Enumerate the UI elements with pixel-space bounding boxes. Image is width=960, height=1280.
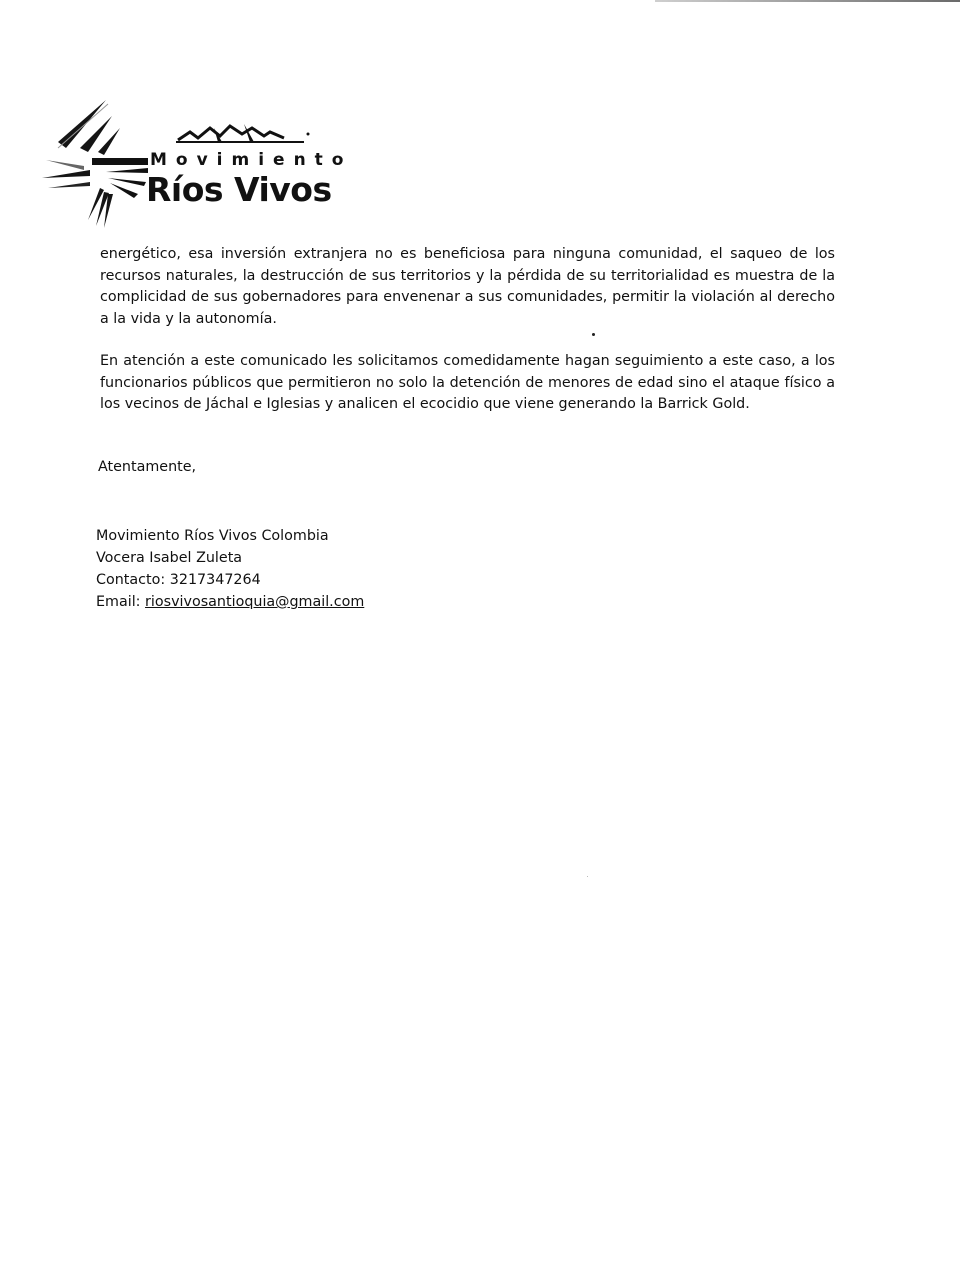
signature-spokesperson: Vocera Isabel Zuleta [96, 550, 243, 566]
stray-dot [592, 333, 595, 336]
contact-number: 3217347264 [169, 572, 261, 588]
logo [38, 98, 353, 228]
body-paragraph-2: En atención a este comunicado les solicitamos comedidamente hagan seguimiento a este caso, a los funcionarios públicos que permitieron no solo la detención de menores de edad sino el ataque físico a los vecinos de Jáchal e Iglesias y analicen el ecocidio que viene generando la Barrick Gold. [100, 353, 835, 412]
signature-block [96, 525, 364, 613]
email-link[interactable]: riosvivosantioquia@gmail.com [145, 594, 365, 610]
email-label: Email: [96, 594, 141, 610]
scan-edge [655, 0, 960, 2]
signature-contact [96, 569, 364, 591]
signature-organization: Movimiento Ríos Vivos Colombia [96, 528, 329, 544]
logo-text-movimiento: Movimiento [150, 150, 353, 170]
body-paragraph-1: energético, esa inversión extranjera no es beneficiosa para ninguna comunidad, el saqueo de los recursos naturales, la destrucción de sus territorios y la pérdida de su territorialidad es muestra de la complicidad de sus gobernadores para envenenar a sus comunidades, permitir la violación al derecho a la vida y la autonomía. [100, 246, 835, 327]
contact-label: Contacto: [96, 572, 166, 588]
logo-text-rios-vivos: Ríos Vivos [146, 170, 332, 209]
scan-speck [587, 876, 588, 877]
closing-salutation: Atentamente, [98, 459, 197, 475]
signature-email [96, 591, 364, 613]
